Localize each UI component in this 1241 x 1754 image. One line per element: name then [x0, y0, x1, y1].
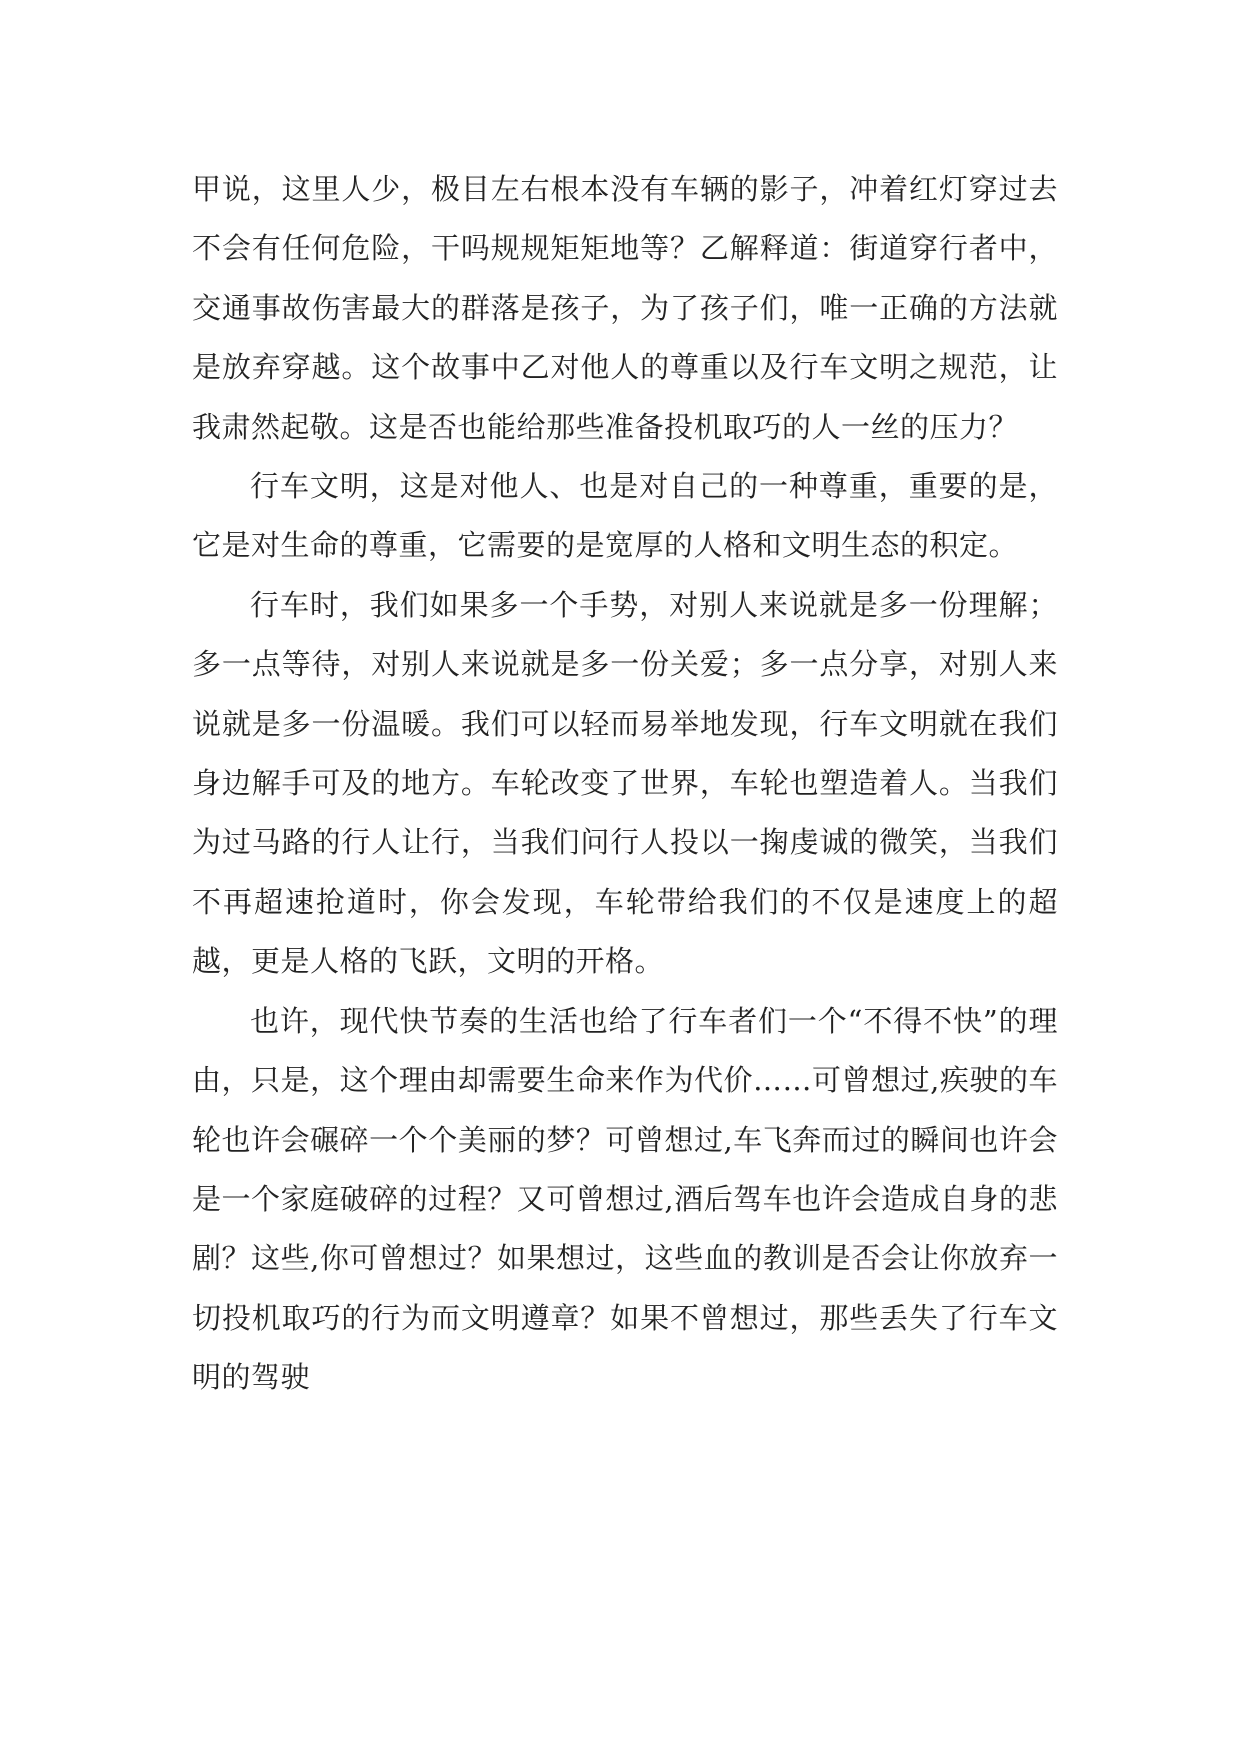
paragraph-1: 甲说，这里人少，极目左右根本没有车辆的影子，冲着红灯穿过去不会有任何危险，干吗规规矩矩地等？乙解释道：街道穿行者中，交通事故伤害最大的群落是孩子，为了孩子们，唯一正确的方法就是放弃穿越。这个故事中乙对他人的尊重以及行车文明之规范，让我肃然起敬。这是否也能给那些准备投机取巧的人一丝的压力？ [192, 172, 1058, 444]
paragraph-4: 也许，现代快节奏的生活也给了行车者们一个“不得不快”的理由，只是，这个理由却需要生命来作为代价……可曾想过,疾驶的车轮也许会碾碎一个个美丽的梦？可曾想过,车飞奔而过的瞬间也许会是一个家庭破碎的过程？又可曾想过,酒后驾车也许会造成自身的悲剧？这些,你可曾想过？如果想过，这些血的教训是否会让你放弃一切投机取巧的行为而文明遵章？如果不曾想过，那些丢失了行车文明的驾驶 [192, 1003, 1058, 1395]
paragraph-3: 行车时，我们如果多一个手势，对别人来说就是多一份理解；多一点等待，对别人来说就是多一份关爱；多一点分享，对别人来说就是多一份温暖。我们可以轻而易举地发现，行车文明就在我们身边解手可及的地方。车轮改变了世界，车轮也塑造着人。当我们为过马路的行人让行，当我们问行人投以一掬虔诚的微笑，当我们不再超速抢道时，你会发现，车轮带给我们的不仅是速度上的超越，更是人格的飞跃，文明的开格。 [192, 587, 1058, 979]
body-text [192, 160, 1058, 1408]
paragraph-2: 行车文明，这是对他人、也是对自己的一种尊重，重要的是，它是对生命的尊重，它需要的是宽厚的人格和文明生态的积定。 [192, 469, 1058, 563]
